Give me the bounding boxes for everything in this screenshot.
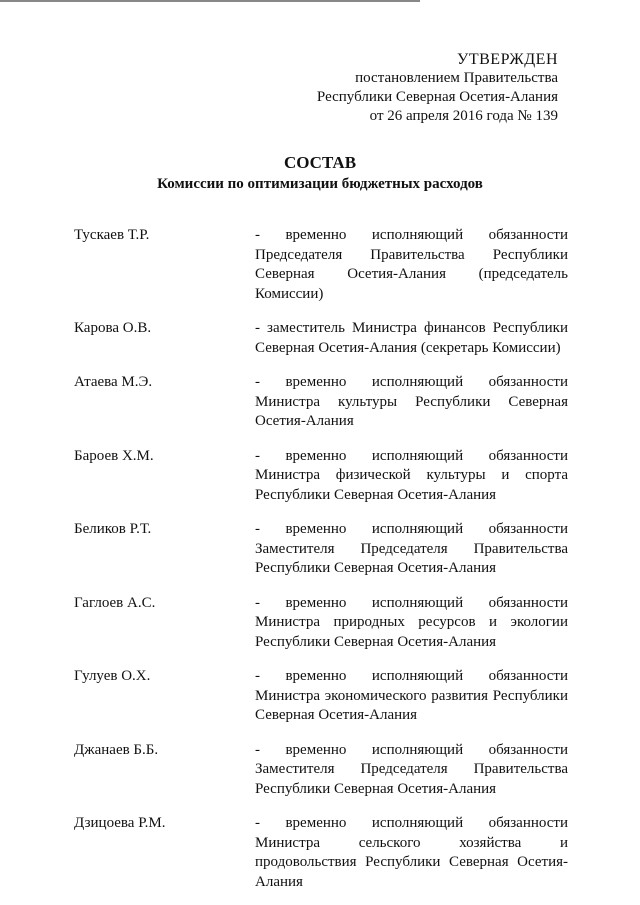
title-sub: Комиссии по оптимизации бюджетных расходов <box>157 176 483 192</box>
member-role: - заместитель Министра финансов Республики Северная Осетия-Алания (секретарь Комиссии) <box>255 320 568 356</box>
member-role: - временно исполняющий обязанности Министра сельского хозяйства и продовольствия Республики Северная Осетия-Алания <box>255 815 568 890</box>
approval-line-2: Республики Северная Осетия-Алания <box>316 89 558 105</box>
member-row <box>74 373 568 432</box>
member-row <box>74 520 568 579</box>
member-row <box>74 319 568 358</box>
member-row <box>74 741 568 800</box>
member-name: Джанаев Б.Б. <box>74 741 159 758</box>
member-role: - временно исполняющий обязанности Заместителя Председателя Правительства Республики Северная Осетия-Алания <box>255 521 568 576</box>
member-name: Гаглоев А.С. <box>74 594 156 611</box>
member-name: Карова О.В. <box>74 320 152 336</box>
member-role: - временно исполняющий обязанности Министра физической культуры и спорта Республики Северная Осетия-Алания <box>255 447 568 503</box>
member-role: - временно исполняющий обязанности Министра природных ресурсов и экологии Республики Северная Осетия-Алания <box>255 594 568 650</box>
approval-heading: УТВЕРЖДЕН <box>457 51 558 68</box>
approval-line-1: постановлением Правительства <box>355 70 558 86</box>
member-name: Беликов Р.Т. <box>74 521 152 537</box>
scan-top-line <box>0 0 420 2</box>
member-row <box>74 594 568 653</box>
member-role: - временно исполняющий обязанности Министра культуры Республики Северная Осетия-Алания <box>255 374 568 429</box>
title-main: СОСТАВ <box>283 153 357 172</box>
approval-block <box>138 50 558 126</box>
member-name: Бароев Х.М. <box>74 447 154 464</box>
member-row <box>74 226 568 304</box>
member-row <box>74 814 568 892</box>
member-name: Атаева М.Э. <box>74 374 153 390</box>
document-title <box>0 152 640 194</box>
member-role: - временно исполняющий обязанности Председателя Правительства Республики Северная Осетия-Алания (председатель Комиссии) <box>255 227 568 302</box>
member-name: Дзицоева Р.М. <box>74 815 166 831</box>
member-name: Гулуев О.Х. <box>74 668 151 684</box>
member-name: Тускаев Т.Р. <box>74 227 150 243</box>
member-role: - временно исполняющий обязанности Министра экономического развития Республики Северная Осетия-Алания <box>255 668 568 723</box>
member-row <box>74 667 568 726</box>
member-role: - временно исполняющий обязанности Заместителя Председателя Правительства Республики Северная Осетия-Алания <box>255 741 568 797</box>
approval-line-3: от 26 апреля 2016 года № 139 <box>369 108 558 124</box>
members-list <box>74 226 568 892</box>
member-row <box>74 447 568 506</box>
